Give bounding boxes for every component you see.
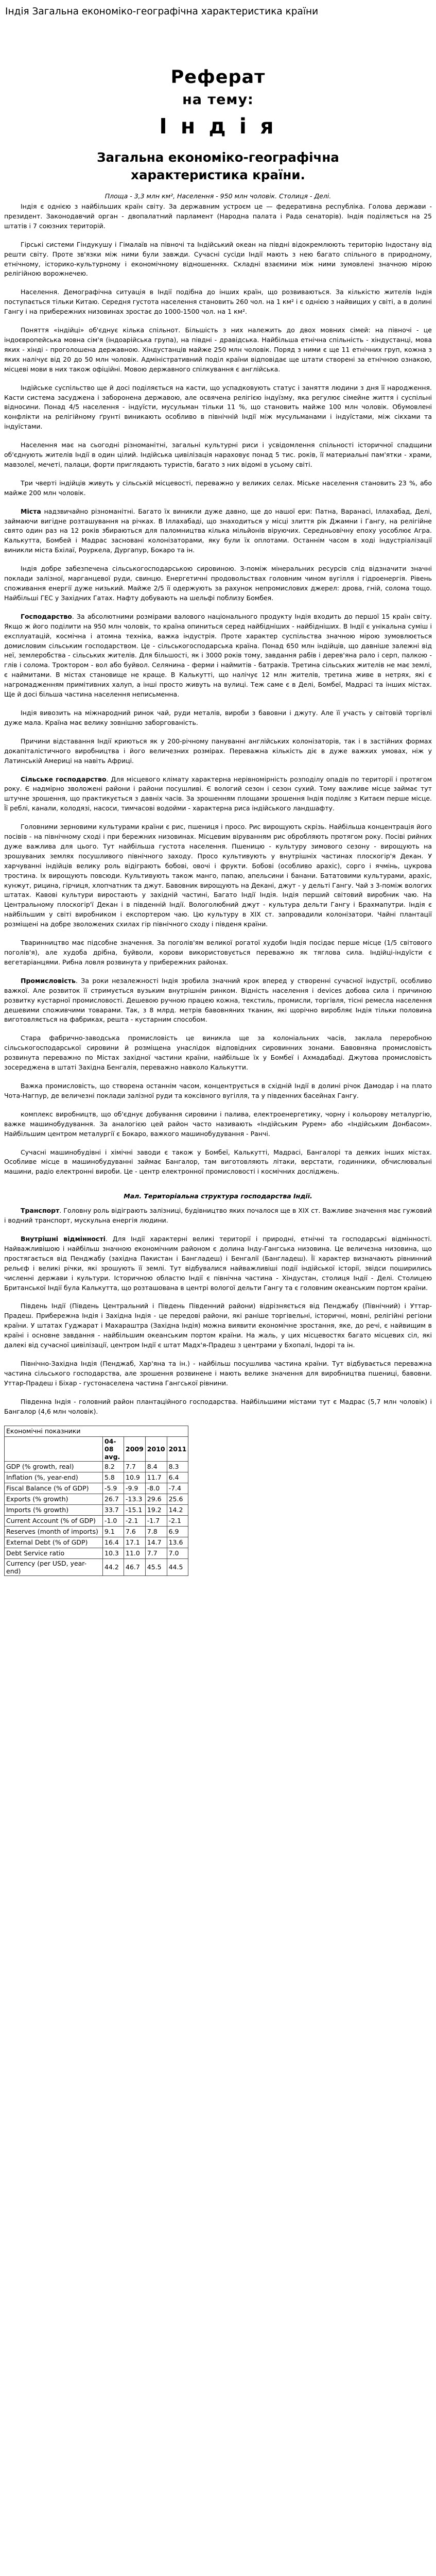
paragraph-text: Південь Індії (Південь Центральний і Південь Південний райони) відрізняється від Пенджабу (Північний) і Уттар-Прадеш. Прибережна Індія і Західна Індія - це передові райони, які раніше торгівельні, історичні, мовні, релігійні регіони країни. У штатах Гуджарат і Махараштра (Західна Індія) можна виявити економічне зростання, яке, до речі, є найвищим в країні і основне завдання - найбільшим океанським портом країни. На жаль, у цих місцевостях багато місцевих сіл, які далекі від сучасної цивілізації, центром Індії є штат Мадх'я-Прадеш з центрами у Бхопалі, Індорі та ін. [4,1302,432,1349]
table-header-cell [5,1436,103,1461]
table-cell: 7.8 [145,1526,167,1537]
table-cell: -2.1 [124,1515,146,1526]
table-row [5,1461,188,1472]
table-cell: 7.7 [145,1548,167,1558]
paragraph [4,1359,432,1388]
paragraph [4,708,432,728]
table-cell: 14.2 [167,1504,188,1515]
paragraph-text: Південна Індія - головний район плантаційного господарства. Найбільшими містами тут є Мадрас (5,7 млн чоловік) і Бангалор (4,6 млн чоловік). [4,1397,432,1415]
paragraph-text: . За абсолютними розмірами валового національного продукту Індія входить до першої 15 країн світу. Якщо ж його поділити на 950 млн чоловік, то країна опиниться серед найбідніших - найбідніших. В Індії є унікальна суміш і експлуатацій, космічна і атомна техніка, важка індустрія. Проте характер суспільства значною мірою зумовлюється домисловим сільським господарством. Це - сільськогосподарська країна. Понад 650 млн індійців, що давніше залежні від неї, землеробства - сільських жителів. Для більшості, як і 3000 років тому, завдання рабів і дерев'яна рало і серп, палкою - глів і солома. Троктором - вол або буйвол. Селянина - ферми і наймитів - батраків. Третина сільських жителів не має землі, є наймитами. В містах становище не краще. В Калькутті, що налічує 12 млн жителів, третина живе в нетрях, які є нагромадженням примітивних халуп, а інші просто живуть на вулиці. Теж саме є в Делі, Бомбеї, Мадрасі та інших містах. Ще й досі більша частина населення неписьменна. [4,612,432,699]
section-intro [4,202,432,498]
table-cell: 19.2 [145,1504,167,1515]
window-title-bar [0,0,436,29]
title-on-topic: на тему: [182,92,254,108]
table-row [5,1526,188,1537]
paragraph [4,1148,432,1177]
table-cell: 16.4 [103,1537,124,1548]
paragraph [4,326,432,375]
table-cell: -5.9 [103,1483,124,1494]
table-cell: -8.0 [145,1483,167,1494]
paragraph-text: Причини відставання Індії криються як у 200-річному пануванні англійських колонізаторів, так і в застійних формах докапіталістичного виробництва і його величезних розмірах. Переважна кількість діє в дуже важких умовах, ніж у Латинській Америці на навіть Африці. [4,737,432,765]
paragraph [4,1081,432,1101]
table-row-label: Current Account (% of GDP) [5,1515,103,1526]
table-cell: 6.9 [167,1526,188,1537]
paragraph [4,383,432,432]
paragraph [4,507,432,556]
table-cell: 8.2 [103,1461,124,1472]
paragraph [4,1110,432,1139]
table-row-label: External Debt (% of GDP) [5,1537,103,1548]
paragraph [4,1397,432,1417]
title-referat: Реферат [170,67,266,88]
table-cell: 44.5 [167,1558,188,1575]
table-row-label: Debt Service ratio [5,1548,103,1558]
document-body [4,202,432,1417]
table-cell: 7.0 [167,1548,188,1558]
paragraph [4,775,432,814]
table-cell: 14.7 [145,1537,167,1548]
paragraph-text: Населення. Демографічна ситуація в Індії подібна до інших країн, що розвиваються. За кількістю жителів Індія поступається тільки Китаю. Середня густота населення становить 260 чол. на 1 км² і є однією з найвищих у світі, а в долині Гангу і на прибережних низовинах зростає до 1000-1500 чол. на 1 км². [4,288,432,316]
table-row [5,1558,188,1575]
table-cell: -9.9 [124,1483,146,1494]
table-cell: -2.1 [167,1515,188,1526]
table-cell: 46.7 [124,1558,146,1575]
table-cell: 26.7 [103,1494,124,1504]
window-title: Індія Загальна економіко-географічна характеристика країни [5,6,319,17]
section-transport-regions [4,1206,432,1416]
table-cell: -15.1 [124,1504,146,1515]
paragraph-text: . Для місцевого клімату характерна нерівномірність розподілу опадів по території і протягом року. Є надмірно зволожені райони і райони посушливі. Є вологий сезон і сезон сухий. Тому важливе місце займає тут штучне зрошення, що практикується з давніх часів. За зрошенням площами зрошення Індія поділяє з Китаєм перше місце. Її реблі, канали, колодязі, насоси, тимчасові водойми - характерна риса індійського ландшафту. [4,775,432,812]
paragraph-lead: Внутрішні відмінності [21,1235,106,1243]
paragraph-text: Тваринництво має підсобне значення. За поголів'ям великої рогатої худоби Індія посідає перше місце (1/5 світового поголів'я), але худоба дрібна, буйволи, корови використовується переважно як тяглова сила. Індійці-індуїсти є вегетаріанцями. Рибна ловля розвинута у прибережних районах. [4,939,432,966]
table-cell: -1.7 [145,1515,167,1526]
table-caption-row [5,1426,188,1436]
paragraph [4,1234,432,1293]
table-cell: 10.3 [103,1548,124,1558]
table-cell: 11.0 [124,1548,146,1558]
table-row-label: Exports (% growth) [5,1494,103,1504]
paragraph-text: Головними зерновими культурами країни є рис, пшениця і просо. Рис вирощують скрізь. Найбільша концентрація його посівів - на північному сході і при бережних низовинах. Місцевим віруванням рис обробляють протягом року. Посіві рийних дуже важлива для цього. Тут найбільша густота населення. Пшеницю - культуру зимового сезону - вирощують на зрошуваних землях посушливого північного заходу. Просо культивують у внутрішніх частинах плоскогір'я Декан. У харчуванні індійців велику роль відіграють бобові, овочі і фрукти. Бобові (особливо арахіс), сорго і ячмінь, цукрова тростина. Іх вирощують повсюди. Культивують також манго, папаю, апельсини і банани. Бататовими культурами, арахіс, кунжут, рицина, гірчиця, хлопчатник та джут. Бавовник вирощують на Декані, джут - у дельті Гангу. Чай з 3-поміж вологих штатах. Кавові культури виростають у західній частині, Багато Індії Індія. Індія перший світовий виробник чаю. На Центральному плоскогір'ї Декан і в південній Індії. Вологолюбний джут - культура дельти Гангу і Брахмапутри. Індія є найбільшим у світі виробником і експортером чаю. Цю культуру в ХІХ ст. запровадили колонізатори. Чайні плантації розміщені на добре зволожених схилах гір північного сходу і південя країни. [4,823,432,928]
table-cell: -1.0 [103,1515,124,1526]
paragraph-text: . Для Індії характерні великі території і природні, етнічні та господарські відмінності. Найважливішою і найбільш значною економічним районом є долина Інду-Гангська низовина. Це величезна низовина, що простягається від Пенджабу (західна Пакистан і Бангладеш) і Бенгалії (Бангладеш). Її характер визначають рівнинний рельєф і великі річки, які зрошують її землі. Тут відбувалися найважливіші події індійської історії, звідси поширились численні держави і культури. Історичною областю Індії є північна частина - Хіндустан, столиця Індії - Делі. Столицею Британської Індії була Калькутта, що розташована в центрі вологої дельти Гангу та є головним океанським портом країни. [4,1235,432,1292]
table-cell: 10.9 [124,1472,146,1483]
paragraph [4,1033,432,1073]
paragraph [4,976,432,1025]
paragraph [4,202,432,231]
table-cell: 5.8 [103,1472,124,1483]
section-economy [4,507,432,1177]
paragraph-text: Північно-Західна Індія (Пенджаб, Хар'яна та ін.) - найбільш посушлива частина країни. Тут відбувається переважна частина сільського господарства, але зрошення розвинене і мають велике значення для виробництва пшениці, бавовни. Уттар-Прадеш і Біхар - густонаселена частина Гангської рівнини. [4,1360,432,1387]
paragraph-lead: Промисловість [21,976,76,985]
table-row [5,1515,188,1526]
table-cell: 7.7 [124,1461,146,1472]
paragraph-text: Три чверті індійців живуть у сільській місцевості, переважно у великих селах. Міське населення становить 23 %, або майже 200 млн чоловік. [4,479,432,497]
table-cell: -13.3 [124,1494,146,1504]
paragraph [4,240,432,279]
paragraph-text: . Головну роль відіграють залізниці, будівництво яких почалося ще в XIX ст. Важливе значення має гужовий і водний транспорт, мускульна енергія людини. [4,1207,432,1225]
title-subject-line1: Загальна економіко-географічна [97,150,339,165]
paragraph-text: Сучасні машинобудівні і хімічні заводи є також у Бомбеї, Калькутті, Мадрасі, Бангалорі та деяких інших містах. Особливе місце в машинобудуванні займає Бангалор, там виготовляють літаки, верстати, годинники, обчислювальні машини, радіо електронні вироби. Це - центр електронної промисловості і космічних досліджень. [4,1148,432,1176]
table-cell: 9.1 [103,1526,124,1537]
table-row [5,1537,188,1548]
paragraph-text: Індія вивозить на міжнародний ринок чай, руди металів, вироби з бавовни і джуту. Але її участь у світовій торгівлі дуже мала. Країна має велику зовнішню заборгованість. [4,708,432,726]
title-block [4,67,432,184]
paragraph-text: комплекс виробництв, що об'єднує добування сировини і палива, електроенергетику, чорну і кольорову металургію, важке машинобудування. За аналогією цей район часто називають «Індійським Рурем» або «Індійським Донбасом». Найбільшим центром металургії є Бокаро, важкого машинобудування - Ранчі. [4,1110,432,1138]
table-header-cell: 04-08 avg. [103,1436,124,1461]
document-page [0,67,436,1576]
paragraph-text: Важка промисловість, що створена останнім часом, концентрується в східній Індії в долині річок Дамодар і на плато Чота-Нагпур, де величезні поклади залізної руди та коксівного вугілля, та у південних басейнах Гангу. [4,1081,432,1099]
paragraph-text: надзвичайно різноманітні. Багато їх виникли дуже давно, ще до нашої ери: Патна, Варанасі, Іллахабад, Делі, займаючи вигідне розташування на річках. В Іллахабаді, що знаходиться у місці злиття рік Джамни і Гангу, на релігійне свято один раз на 12 років збираються для паломництва кілька мільйонів віруючих. Середньовічну епоху уособлює Агра. Калькутта, Бомбей і Мадрас засновані колонізаторами, яку були їх оплотами. Останнім часом в ході індустріалізації виникли міста Бхілаї, Роуркела, Дургапур, Бокаро та ін. [4,507,432,554]
paragraph-text: Індія є однією з найбільших країн світу. За державним устроєм це — федеративна республіка. Голова держави - президент. Законодавчий орган - двопалатний парламент (Народна палата і Рада сенаторів). Індія поділяється на 25 штатів і 7 союзних територій. [4,202,432,230]
paragraph [4,287,432,317]
paragraph-lead: Сільське господарство [21,775,107,783]
economic-indicators-table [4,1426,188,1576]
table-row-label: GDP (% growth, real) [5,1461,103,1472]
table-header-cell: 2010 [145,1436,167,1461]
paragraph-text: Індійське суспільство ще й досі поділяється на касти, що успадковують статус і заняття людини з дня її народження. Касти система засуджена і заборонена державою, але освячена релігією індуїзму, яка регулює сімейне життя і суспільні відносини. Понад 4/5 населення - індуїсти, мусульман тільки 11 %, що становить майже 100 млн чоловік. Обумовлені конфлікти на релігійному ґрунті виникають особливо в північній Індії між мусульманами і індуїстами, між сікхами та індуїстами. [4,383,432,431]
paragraph-text: Населення має на сьогодні різноманітні, загальні культурні риси і усвідомлення спільності історичної спадщини об'єднують жителів Індії в один цілий. Індійська цивілізація нараховує понад 5 тис. років, її материальні пам'ятки - храми, мавзолеї, мечеті, палаци, форти приглядають туристів, багато з них відомі в усьому світі. [4,441,432,468]
table-row-label: Imports (% growth) [5,1504,103,1515]
paragraph-text: Поняття «індійці» об'єднує кілька спільнот. Більшість з них належить до двох мовних сімей: на півночі - це індоєвропейська мовна сім'я (індоарійська група), на півдні - дравідська. Найбільша етнічна спільність - хіндустанці, мова яких - хінді - проголошена державною. Хіндустанців майже 250 млн чоловік. Поряд з ними є ще 11 етнічних груп, кожна з яких налічує від 20 до 50 млн чоловік. Адміністративний поділ країни відповідає ще штати створені за етнічною ознакою, місцеві мови в них також офіційні. Мовою державного спілкування є англійська. [4,326,432,373]
paragraph [4,1206,432,1226]
table-cell: 11.7 [145,1472,167,1483]
paragraph [4,440,432,470]
table-row-label: Inflation (%, year-end) [5,1472,103,1483]
table-cell: 25.6 [167,1494,188,1504]
table-header-cell: 2011 [167,1436,188,1461]
table-cell: 8.4 [145,1461,167,1472]
title-subject-line2: характеристика країни. [131,167,305,182]
table-row-label: Reserves (month of imports) [5,1526,103,1537]
table-header-cell: 2009 [124,1436,146,1461]
paragraph [4,1301,432,1350]
table-caption: Економічні показники [5,1426,188,1436]
paragraph-text: Стара фабрично-заводська промисловість це виникла ще за колоніальних часів, заклала переробною сільськогосподарської сировини й розміщена унаслідок відповідних сировинних зонами. Бавовняна промисловість розвинута переважно по Містах західної частини країни, найбільше їх у Бомбеї і Ахмадабаді. Джутова промисловість зосереджена в штаті Західна Бенгалія, переважно навколо Калькутти. [4,1034,432,1072]
paragraph [4,938,432,968]
paragraph [4,822,432,929]
table-row-label: Fiscal Balance (% of GDP) [5,1483,103,1494]
table-cell: 29.6 [145,1494,167,1504]
table-row-label: Currency (per USD, year-end) [5,1558,103,1575]
paragraph-text: Індія добре забезпечена сільськогосподарською сировиною. З-поміж мінеральних ресурсів слід відзначити значні поклади залізної, марганцевої руди, свинцю. Енергетичні продовольствах головним чином вугілля і гідроенергія. Рівень споживання енергії дуже низький. Майже 2/5 її одержують за рахунок непромислових джерел: дрова, гній, солома тощо. Найбільші ГЕС у Західних Гатах. Нафту добувають на шельфі поблизу Бомбея. [4,565,432,602]
table-cell: 8.3 [167,1461,188,1472]
table-cell: 17.1 [124,1537,146,1548]
paragraph-lead: Транспорт [21,1207,60,1215]
paragraph [4,612,432,700]
table-cell: 7.6 [124,1526,146,1537]
country-facts-line: Площа - 3,3 млн км², Населення - 950 млн чоловік. Столиця - Делі. [104,192,332,200]
title-country: І н д і я [159,114,277,139]
table-cell: 33.7 [103,1504,124,1515]
table-row [5,1483,188,1494]
table-cell: -7.4 [167,1483,188,1494]
paragraph [4,479,432,498]
table-header-row [5,1436,188,1461]
table-cell: 44.2 [103,1558,124,1575]
table-row [5,1504,188,1515]
table-row [5,1494,188,1504]
paragraph-lead: Міста [21,507,41,515]
table-cell: 6.4 [167,1472,188,1483]
table-row [5,1472,188,1483]
figure-caption: Мал. Територіальна структура господарства Індії. [124,1192,312,1200]
paragraph-text: Гірські системи Гіндукушу і Гімалаїв на півночі та Індійський океан на півдні відокремлюють територію Індостану від решти світу. Проте зв'язки між ними були завжди. Сучасні сусіди Індії мають з нею багато спільного в природному, етнічному, історико-культурному і економічному відношеннях. Складні взаємини між ними зумовлені значною мірою релігійною ворожнечею. [4,240,432,278]
paragraph-text: . За роки незалежності Індія зробила значний крок вперед у створенні сучасної індустрії, особливо важкої. Але розвиток її стримується вузьким внутрішнім ринком. Відність населення і devices добова сила і причиною розвитку кустарної промисловості. Дешевою ручною працею кожна, текстиль, промисли, торгівля, тісні ремесла населення дешевими споживчими товарами. Так, з 8 млрд. метрів бавовняних тканин, які щорічно виробляє Індія тільки половина виготовляється на фабриках, решта - кустарним способом. [4,976,432,1024]
paragraph-lead: Господарство [21,612,72,620]
table-cell: 45.5 [145,1558,167,1575]
paragraph [4,737,432,766]
paragraph [4,564,432,603]
table-row [5,1548,188,1558]
table-cell: 13.6 [167,1537,188,1548]
